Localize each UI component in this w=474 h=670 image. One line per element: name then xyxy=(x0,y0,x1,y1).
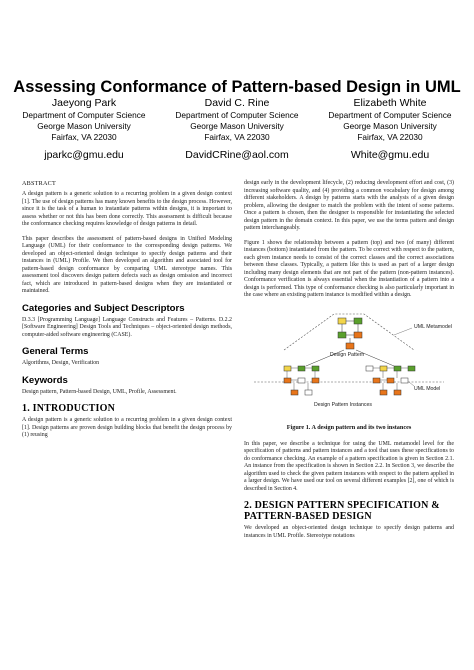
author-city: Fairfax, VA 22030 xyxy=(357,132,423,142)
design-pattern-label: Design Pattern xyxy=(330,351,365,358)
author-city: Fairfax, VA 22030 xyxy=(51,132,117,142)
author-city: Fairfax, VA 22030 xyxy=(204,132,270,142)
keywords-text: Design pattern, Pattern-based Design, UML, Profile, Assessment. xyxy=(22,388,177,395)
keywords-heading: Keywords xyxy=(22,374,68,386)
author-email: jparkc@gmu.edu xyxy=(44,149,124,161)
figure-1 xyxy=(244,310,454,422)
author-dept: Department of Computer Science xyxy=(22,110,146,120)
author-univ: George Mason University xyxy=(343,121,437,131)
author-1 xyxy=(8,97,160,162)
paper-title: Assessing Conformance of Pattern-based Design in UML xyxy=(13,78,461,96)
author-name: David C. Rine xyxy=(204,97,270,109)
pattern-instance-1 xyxy=(284,366,319,395)
author-univ: George Mason University xyxy=(190,121,284,131)
author-name: Jaeyong Park xyxy=(51,97,117,109)
author-email: White@gmu.edu xyxy=(350,149,430,161)
abstract-paragraph-1: A design pattern is a generic solution to a recurring problem in a given design context [1]. The use of design patterns has many known benefits to the design process. However, since it is the task of a human to instantiate patterns within designs, it is important to assess whether or not this has been done correctly. This assessment is difficult because the conformance checking requires knowledge of design patterns in detail. xyxy=(22,191,232,227)
introduction-text: A design pattern is a generic solution to a recurring problem in a given design context [1]. Design patterns are proven design building blocks that benefit the design process by (1) reusing xyxy=(22,417,232,438)
author-univ: George Mason University xyxy=(37,121,131,131)
uml-metamodel-label: UML Metamodel xyxy=(414,323,452,330)
pattern-class xyxy=(346,343,354,349)
section-2-text: We developed an object-oriented design technique to specify design patterns and instances in UML Profile. Stereotype notations xyxy=(244,525,454,539)
body-paragraph-2: Figure 1 shows the relationship between a pattern (top) and two (of many) different instances (bottom) instantiated from the pattern. To be correct with respect to the pattern, each given instance needs to consist of the correct classes and the correct associations between these classes. Typically, a pattern like this is used as part of a larger design including many design elements that are not part of the pattern (non-pattern instances). Conformance verification is always essential when the instantiation of a pattern into a design is performed. This type of conformance checking is also particularly important in the case where an existing pattern instance is modified within a design. xyxy=(244,239,454,298)
metamodel-pointer xyxy=(394,328,412,335)
author-2 xyxy=(161,97,313,162)
uml-model-label: UML Model xyxy=(414,385,441,392)
author-name: Elizabeth White xyxy=(353,97,427,109)
author-dept: Department of Computer Science xyxy=(328,110,452,120)
right-column xyxy=(244,180,454,547)
figure-caption: Figure 1. A design pattern and its two instances xyxy=(286,423,412,431)
pattern-class xyxy=(338,318,346,324)
categories-text: D.3.3 [Programming Language] Language Constructs and Features – Patterns. D.2.2 [Software Engineering] Design Tools and Techniques – object-oriented design methods, computer-aided software engineering (CASE). xyxy=(22,316,232,338)
author-dept: Department of Computer Science xyxy=(175,110,299,120)
body-paragraph-3: In this paper, we describe a technique for using the UML metamodel level for the specification of patterns and pattern instances and a tool that uses these specifications to do conformance checking. An example of a pattern specification is given in Section 2.1. An instance from the specification is shown in Section 2.2. In Section 3, we describe the algorithm used to check the given pattern instances with respect to the pattern applied in a larger design. We have used our tool on several different examples [2], one of which is described in Section 4. xyxy=(244,440,454,492)
pattern-class xyxy=(338,332,346,338)
abstract-heading: ABSTRACT xyxy=(22,180,56,187)
pattern-instances-label: Design Pattern Instances xyxy=(314,401,372,408)
general-terms-text: Algorithms, Design, Verification xyxy=(22,360,100,366)
categories-heading: Categories and Subject Descriptors xyxy=(22,302,185,314)
left-column xyxy=(22,180,232,447)
introduction-heading: 1. INTRODUCTION xyxy=(22,403,116,414)
pattern-class xyxy=(354,318,362,324)
abstract-paragraph-2: This paper describes the assessment of pattern-based designs in Unified Modeling Language (UML) for their conformance to the corresponding design patterns. We developed an object-oriented design technique to specify design patterns and their instances in (UML) Profile. We then developed an algorithm and associated tool for pattern-based design conformance by comparing UML stereotype names. This assessment tool discovers design pattern defects such as design omission and incorrect fact, which are introduced in pattern-based designs when they are instantiated or maintained. xyxy=(22,235,232,294)
author-block xyxy=(8,97,466,162)
author-email: DavidCRine@aol.com xyxy=(185,149,289,161)
pattern-instance-2 xyxy=(366,366,415,395)
general-terms-heading: General Terms xyxy=(22,346,89,357)
body-paragraph-1: design early in the development lifecycle, (2) reducing development effort and cost, (3) increasing software quality, and (4) providing a common vocabulary for design among different stakeholders. A design by patterns starts with the analysis of a given design problem, allowing the designer to match the problem with the intent of some patterns. Once a pattern is chosen, then the designer is responsible for instantiating the selected design pattern in the domain context. In this paper, we use the terms pattern and design pattern interchangeably. xyxy=(244,180,454,231)
author-3 xyxy=(314,97,466,162)
section-2-heading: 2. DESIGN PATTERN SPECIFICATION & PATTERN-BASED DESIGN xyxy=(244,500,440,522)
pattern-class xyxy=(354,332,362,338)
